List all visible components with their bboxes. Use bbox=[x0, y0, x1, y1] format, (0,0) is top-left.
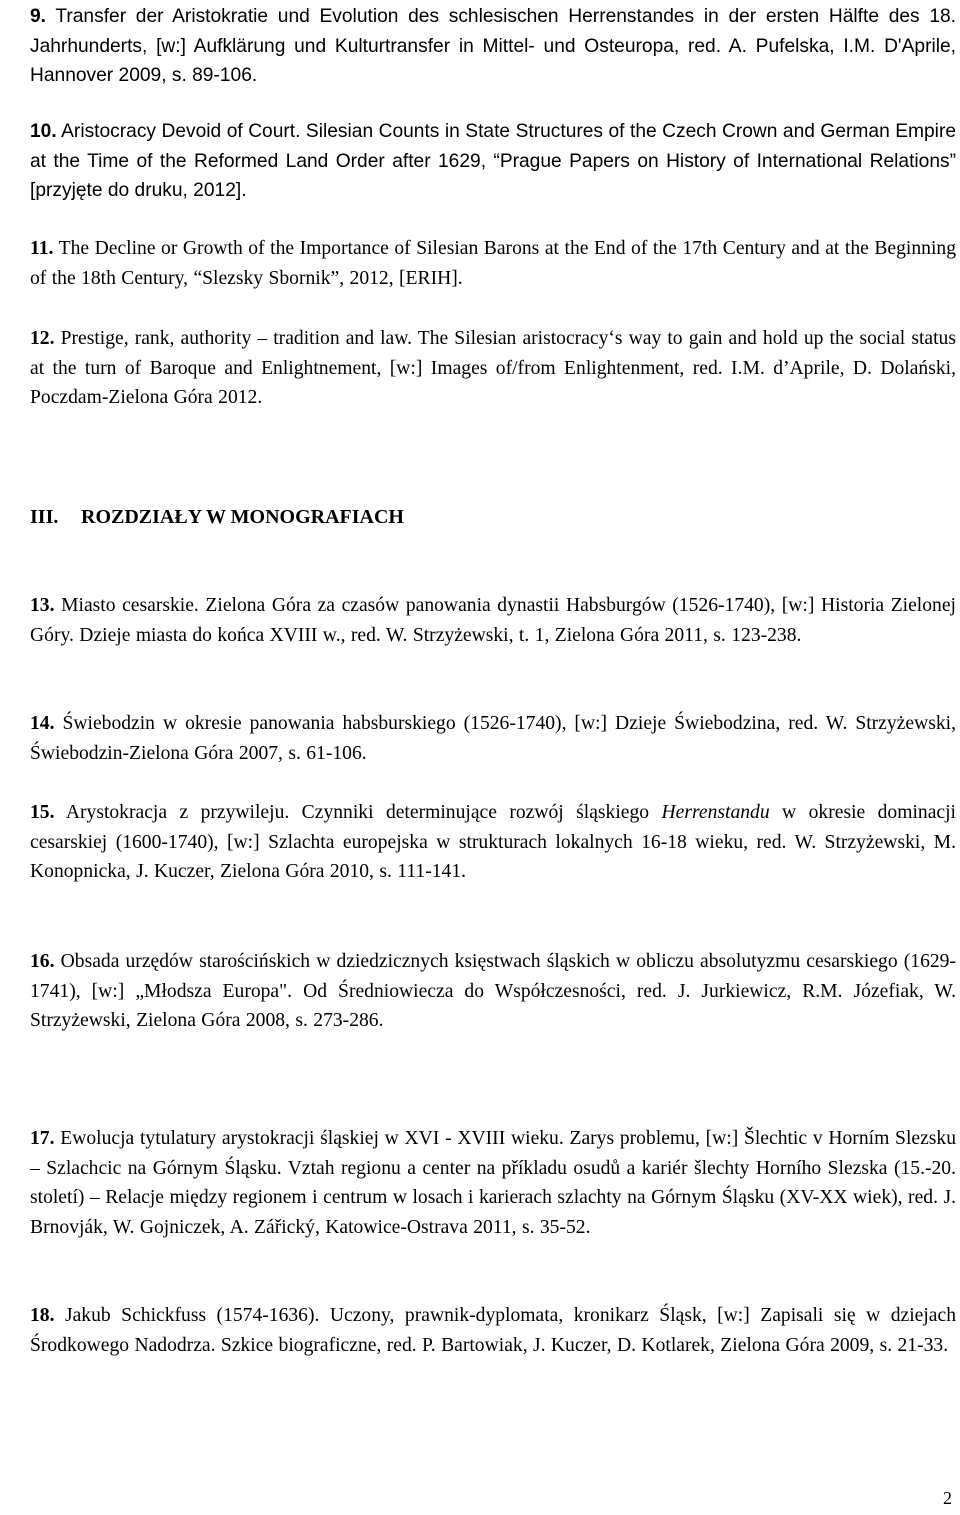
entry-18 bbox=[30, 1301, 956, 1360]
entry-number: 15. bbox=[30, 802, 55, 823]
entry-number: 10. bbox=[30, 121, 57, 142]
entry-13 bbox=[30, 591, 956, 650]
entry-17 bbox=[30, 1124, 956, 1242]
entry-number: 18. bbox=[30, 1305, 55, 1326]
entry-number: 13. bbox=[30, 595, 55, 616]
entry-text: Jakub Schickfuss (1574-1636). Uczony, prawnik-dyplomata, kronikarz Śląsk, [w:] Zapisali się w dziejach Środkowego Nadodrza. Szkice biograficzne, red. P. Bartowiak, J. Kuczer, D. Kotlarek, Zielona Góra 2009, s. 21-33. bbox=[30, 1305, 956, 1356]
entry-10 bbox=[30, 117, 956, 206]
entry-text-end: w okresie dominacji cesarskiej (1600-1740), [w:] Szlachta europejska w strukturach lokalnych 16-18 wieku, red. W. Strzyżewski, M. Konopnicka, J. Kuczer, Zielona Góra 2010, s. 111-141. bbox=[30, 802, 956, 882]
page-number: 2 bbox=[943, 1488, 952, 1508]
entry-9 bbox=[30, 2, 956, 91]
entry-11 bbox=[30, 234, 956, 293]
entry-text: Obsada urzędów starościńskich w dziedzicznych księstwach śląskich w obliczu absolutyzmu cesarskiego (1629-1741), [w:] „Młodsza Europa". Od Średniowiecza do Współczesności, red. J. Jurkiewicz, R.M. Józefiak, W. Strzyżewski, Zielona Góra 2008, s. 273-286. bbox=[30, 951, 956, 1031]
entry-number: 12. bbox=[30, 328, 55, 349]
entry-text: Prestige, rank, authority – tradition and law. The Silesian aristocracy‘s way to gain and hold up the social status at the turn of Baroque and Enlightnement, [w:] Images of/from Enlightenment, red. I.M. d’Aprile, D. Dolański, Poczdam-Zielona Góra 2012. bbox=[30, 328, 956, 408]
entry-number: 16. bbox=[30, 951, 55, 972]
section-title: ROZDZIAŁY W MONOGRAFIACH bbox=[81, 506, 404, 528]
entry-number: 9. bbox=[30, 6, 47, 27]
entry-text-start: Arystokracja z przywileju. Czynniki determinujące rozwój śląskiego bbox=[65, 802, 662, 823]
entry-text: Ewolucja tytulatury arystokracji śląskiej w XVI - XVIII wieku. Zarys problemu, [w:] Šlechtic v Horním Slezsku – Szlachcic na Górnym Śląsku. Vztah regionu a center na příkladu osudů a kariér šlechty Horního Slezska (15.-20. století) – Relacje między regionem i centrum w losach i karierach szlachty na Górnym Śląsku (XV-XX wiek), red. J. Brnovják, W. Gojniczek, A. Zářický, Katowice-Ostrava 2011, s. 35-52. bbox=[30, 1128, 956, 1238]
entry-text: Świebodzin w okresie panowania habsburskiego (1526-1740), [w:] Dzieje Świebodzina, red. W. Strzyżewski, Świebodzin-Zielona Góra 2007, s. 61-106. bbox=[30, 713, 956, 764]
section-heading bbox=[30, 503, 404, 531]
entry-text: The Decline or Growth of the Importance of Silesian Barons at the End of the 17th Century and at the Beginning of the 18th Century, “Slezsky Sbornik”, 2012, [ERIH]. bbox=[30, 238, 956, 289]
entry-16 bbox=[30, 947, 956, 1036]
entry-number: 17. bbox=[30, 1128, 55, 1149]
entry-12 bbox=[30, 324, 956, 413]
entry-number: 14. bbox=[30, 713, 55, 734]
entry-text: Miasto cesarskie. Zielona Góra za czasów panowania dynastii Habsburgów (1526-1740), [w:] Historia Zielonej Góry. Dzieje miasta do końca XVIII w., red. W. Strzyżewski, t. 1, Zielona Góra 2011, s. 123-238. bbox=[30, 595, 956, 646]
section-number: III. bbox=[30, 506, 59, 528]
entry-text: Aristocracy Devoid of Court. Silesian Counts in State Structures of the Czech Crown and German Empire at the Time of the Reformed Land Order after 1629, “Prague Papers on History of International Relations” [przyjęte do druku, 2012]. bbox=[30, 121, 956, 201]
entry-15 bbox=[30, 798, 956, 887]
entry-14 bbox=[30, 709, 956, 768]
entry-number: 11. bbox=[30, 238, 54, 259]
entry-text: Transfer der Aristokratie und Evolution des schlesischen Herrenstandes in der ersten Hälfte des 18. Jahrhunderts, [w:] Aufklärung und Kulturtransfer in Mittel- und Osteuropa, red. A. Pufelska, I.M. D'Aprile, Hannover 2009, s. 89-106. bbox=[30, 6, 956, 86]
entry-text-italic: Herrenstandu bbox=[661, 802, 770, 823]
